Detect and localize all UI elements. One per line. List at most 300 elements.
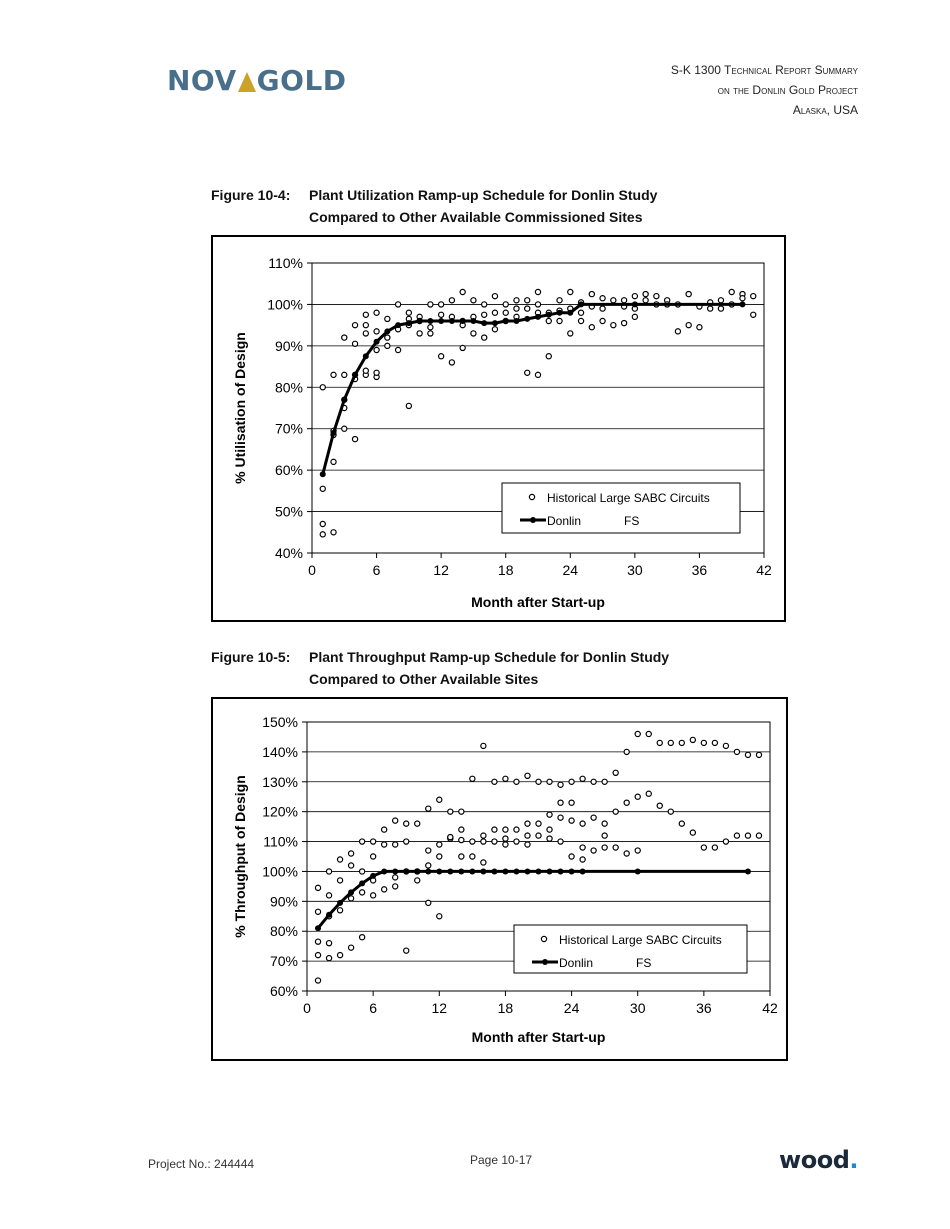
donlin-fs-line xyxy=(318,871,748,928)
scatter-point xyxy=(326,956,331,961)
scatter-point xyxy=(470,854,475,859)
scatter-point xyxy=(428,302,433,307)
scatter-point xyxy=(525,842,530,847)
chart-throughput xyxy=(211,697,788,1061)
scatter-point xyxy=(690,737,695,742)
scatter-point xyxy=(471,298,476,303)
scatter-point xyxy=(448,834,453,839)
y-axis-label: % Throughput of Design xyxy=(232,775,248,938)
scatter-point xyxy=(602,833,607,838)
scatter-point xyxy=(547,779,552,784)
chart-utilization xyxy=(211,235,786,622)
x-tick-label: 0 xyxy=(308,562,316,578)
scatter-point xyxy=(525,306,530,311)
donlin-fs-marker xyxy=(460,318,466,324)
chart-throughput-svg xyxy=(213,699,786,1059)
scatter-point xyxy=(481,839,486,844)
scatter-point xyxy=(393,875,398,880)
scatter-point xyxy=(646,731,651,736)
scatter-point xyxy=(546,354,551,359)
x-tick-label: 36 xyxy=(691,562,708,578)
scatter-point xyxy=(315,909,320,914)
donlin-fs-marker xyxy=(331,430,337,436)
scatter-point xyxy=(514,827,519,832)
scatter-point xyxy=(331,459,336,464)
figure-caption-2 xyxy=(211,646,669,690)
scatter-point xyxy=(621,298,626,303)
legend-scatter-symbol xyxy=(529,494,534,499)
scatter-point xyxy=(315,953,320,958)
x-tick-label: 24 xyxy=(562,562,579,578)
scatter-point xyxy=(568,331,573,336)
scatter-point xyxy=(492,327,497,332)
scatter-point xyxy=(734,749,739,754)
x-axis-label: Month after Start-up xyxy=(471,1029,606,1045)
scatter-point xyxy=(591,848,596,853)
scatter-point xyxy=(342,426,347,431)
figure-number-2: Figure 10-5: xyxy=(211,649,291,665)
donlin-fs-marker xyxy=(503,318,509,324)
scatter-point xyxy=(417,331,422,336)
donlin-fs-marker xyxy=(481,320,487,326)
report-header-line1: S-K 1300 Technical Report Summary xyxy=(670,63,858,77)
donlin-fs-marker xyxy=(447,868,453,874)
scatter-point xyxy=(546,318,551,323)
figure-title-1-line2: Compared to Other Available Commissioned Sites xyxy=(309,209,643,225)
scatter-point xyxy=(363,331,368,336)
scatter-point xyxy=(558,839,563,844)
figure-caption-1 xyxy=(211,184,657,228)
scatter-point xyxy=(589,291,594,296)
scatter-point xyxy=(374,310,379,315)
scatter-point xyxy=(337,857,342,862)
y-tick-label: 100% xyxy=(262,863,298,880)
scatter-point xyxy=(426,900,431,905)
scatter-point xyxy=(756,752,761,757)
scatter-point xyxy=(459,827,464,832)
scatter-point xyxy=(470,776,475,781)
scatter-point xyxy=(363,368,368,373)
y-tick-label: 50% xyxy=(274,503,303,520)
donlin-fs-marker xyxy=(359,880,365,886)
donlin-fs-marker xyxy=(547,868,553,874)
donlin-fs-marker xyxy=(425,868,431,874)
wood-logo xyxy=(779,1146,858,1174)
scatter-point xyxy=(712,740,717,745)
scatter-point xyxy=(404,821,409,826)
scatter-point xyxy=(459,854,464,859)
scatter-point xyxy=(712,845,717,850)
scatter-point xyxy=(374,329,379,334)
donlin-fs-marker xyxy=(492,320,498,326)
scatter-point xyxy=(404,948,409,953)
scatter-point xyxy=(492,779,497,784)
scatter-point xyxy=(536,821,541,826)
donlin-fs-marker xyxy=(395,322,401,328)
scatter-point xyxy=(342,335,347,340)
figure-title-2-line2: Compared to Other Available Sites xyxy=(309,671,539,687)
scatter-point xyxy=(646,791,651,796)
legend-line-label-fs: FS xyxy=(636,956,652,970)
scatter-point xyxy=(568,289,573,294)
scatter-point xyxy=(525,821,530,826)
novagold-logo xyxy=(167,64,347,97)
report-header-line2: on the Donlin Gold Project xyxy=(717,83,858,97)
legend-line-label: Donlin xyxy=(547,514,582,528)
y-tick-label: 80% xyxy=(274,379,303,396)
scatter-point xyxy=(602,779,607,784)
scatter-point xyxy=(503,302,508,307)
scatter-point xyxy=(492,310,497,315)
y-tick-label: 150% xyxy=(262,714,298,730)
y-tick-label: 140% xyxy=(262,743,298,760)
scatter-point xyxy=(745,833,750,838)
x-tick-label: 0 xyxy=(303,1000,311,1016)
x-tick-label: 30 xyxy=(627,562,643,578)
scatter-point xyxy=(536,833,541,838)
page-number: Page 10-17 xyxy=(470,1153,533,1167)
scatter-point xyxy=(385,316,390,321)
scatter-point xyxy=(558,782,563,787)
scatter-point xyxy=(611,323,616,328)
donlin-fs-marker xyxy=(580,868,586,874)
donlin-fs-marker xyxy=(557,310,563,316)
scatter-point xyxy=(514,839,519,844)
figure-title-2-line1: Plant Throughput Ramp-up Schedule for Donlin Study xyxy=(309,649,670,665)
scatter-point xyxy=(481,833,486,838)
scatter-point xyxy=(348,863,353,868)
scatter-point xyxy=(331,372,336,377)
scatter-point xyxy=(395,302,400,307)
donlin-fs-marker xyxy=(326,912,332,918)
donlin-fs-marker xyxy=(374,339,380,345)
y-tick-label: 90% xyxy=(274,337,303,354)
x-tick-label: 24 xyxy=(563,1000,580,1016)
scatter-point xyxy=(326,869,331,874)
scatter-point xyxy=(525,370,530,375)
scatter-point xyxy=(363,323,368,328)
donlin-fs-marker xyxy=(352,372,358,378)
donlin-fs-marker xyxy=(406,320,412,326)
figure-number-1: Figure 10-4: xyxy=(211,187,291,203)
scatter-point xyxy=(503,310,508,315)
scatter-point xyxy=(315,978,320,983)
scatter-point xyxy=(613,809,618,814)
scatter-point xyxy=(547,827,552,832)
scatter-point xyxy=(331,530,336,535)
donlin-fs-marker xyxy=(320,471,326,477)
scatter-point xyxy=(591,815,596,820)
report-header-line3: Alaska, USA xyxy=(792,103,858,117)
donlin-fs-marker xyxy=(739,301,745,307)
scatter-point xyxy=(611,298,616,303)
x-tick-label: 6 xyxy=(369,1000,378,1016)
donlin-fs-marker xyxy=(470,318,476,324)
scatter-point xyxy=(406,403,411,408)
scatter-point xyxy=(315,885,320,890)
donlin-fs-marker xyxy=(449,318,455,324)
donlin-fs-marker xyxy=(341,397,347,403)
scatter-point xyxy=(393,884,398,889)
donlin-fs-marker xyxy=(348,889,354,895)
scatter-point xyxy=(352,341,357,346)
legend-line-label-fs: FS xyxy=(624,514,640,528)
scatter-point xyxy=(751,294,756,299)
x-tick-label: 18 xyxy=(497,1000,514,1016)
scatter-point xyxy=(503,842,508,847)
scatter-point xyxy=(342,372,347,377)
donlin-fs-marker xyxy=(458,868,464,874)
scatter-point xyxy=(569,854,574,859)
scatter-point xyxy=(613,770,618,775)
scatter-point xyxy=(624,800,629,805)
scatter-point xyxy=(352,436,357,441)
scatter-point xyxy=(635,848,640,853)
donlin-fs-marker xyxy=(513,318,519,324)
scatter-point xyxy=(514,306,519,311)
scatter-point xyxy=(569,800,574,805)
scatter-point xyxy=(437,854,442,859)
scatter-point xyxy=(535,302,540,307)
wood-logo-dot: . xyxy=(849,1146,858,1174)
scatter-point xyxy=(600,296,605,301)
x-tick-label: 30 xyxy=(629,1000,646,1016)
y-tick-label: 70% xyxy=(269,953,298,970)
scatter-point xyxy=(428,331,433,336)
scatter-point xyxy=(437,914,442,919)
scatter-point xyxy=(723,743,728,748)
scatter-point xyxy=(547,836,552,841)
scatter-point xyxy=(385,335,390,340)
logo-text-gold: GOLD xyxy=(256,64,347,97)
donlin-fs-marker xyxy=(502,868,508,874)
scatter-point xyxy=(326,893,331,898)
scatter-point xyxy=(690,830,695,835)
x-tick-label: 18 xyxy=(497,562,514,578)
y-tick-label: 100% xyxy=(267,296,303,313)
scatter-point xyxy=(439,302,444,307)
donlin-fs-marker xyxy=(414,868,420,874)
donlin-fs-marker xyxy=(469,868,475,874)
scatter-point xyxy=(363,312,368,317)
scatter-point xyxy=(382,827,387,832)
donlin-fs-marker xyxy=(315,925,321,931)
scatter-point xyxy=(439,312,444,317)
scatter-point xyxy=(439,354,444,359)
donlin-fs-marker xyxy=(536,868,542,874)
scatter-point xyxy=(320,521,325,526)
scatter-point xyxy=(482,312,487,317)
scatter-point xyxy=(751,312,756,317)
scatter-point xyxy=(525,773,530,778)
y-tick-label: 90% xyxy=(269,893,298,910)
scatter-point xyxy=(701,740,706,745)
scatter-point xyxy=(428,325,433,330)
donlin-fs-marker xyxy=(567,310,573,316)
scatter-point xyxy=(745,752,750,757)
scatter-point xyxy=(503,827,508,832)
donlin-fs-marker xyxy=(436,868,442,874)
scatter-point xyxy=(701,845,706,850)
donlin-fs-marker xyxy=(417,318,423,324)
scatter-point xyxy=(686,291,691,296)
x-tick-label: 42 xyxy=(756,562,772,578)
scatter-point xyxy=(643,291,648,296)
scatter-point xyxy=(470,839,475,844)
y-tick-label: 60% xyxy=(274,462,303,479)
scatter-point xyxy=(374,347,379,352)
x-axis-label: Month after Start-up xyxy=(471,594,605,610)
scatter-point xyxy=(503,776,508,781)
scatter-point xyxy=(632,294,637,299)
y-tick-label: 130% xyxy=(262,773,298,790)
scatter-point xyxy=(708,306,713,311)
report-header xyxy=(671,60,858,120)
scatter-point xyxy=(756,833,761,838)
scatter-point xyxy=(514,298,519,303)
scatter-point xyxy=(535,289,540,294)
scatter-point xyxy=(371,893,376,898)
scatter-point xyxy=(621,320,626,325)
scatter-point xyxy=(600,306,605,311)
donlin-fs-marker xyxy=(427,318,433,324)
donlin-fs-marker xyxy=(546,312,552,318)
scatter-point xyxy=(348,896,353,901)
scatter-point xyxy=(558,815,563,820)
scatter-point xyxy=(558,800,563,805)
donlin-fs-marker xyxy=(635,868,641,874)
scatter-point xyxy=(635,794,640,799)
donlin-fs-marker xyxy=(438,318,444,324)
scatter-point xyxy=(448,809,453,814)
scatter-point xyxy=(360,869,365,874)
scatter-point xyxy=(482,302,487,307)
donlin-fs-marker xyxy=(558,868,564,874)
donlin-fs-marker xyxy=(403,868,409,874)
scatter-point xyxy=(654,294,659,299)
scatter-point xyxy=(535,372,540,377)
donlin-fs-marker xyxy=(370,873,376,879)
scatter-point xyxy=(415,878,420,883)
scatter-point xyxy=(697,325,702,330)
scatter-point xyxy=(360,839,365,844)
donlin-fs-marker xyxy=(392,868,398,874)
scatter-point xyxy=(415,821,420,826)
scatter-point xyxy=(320,385,325,390)
scatter-point xyxy=(460,345,465,350)
scatter-point xyxy=(371,839,376,844)
scatter-point xyxy=(348,851,353,856)
donlin-fs-marker xyxy=(381,868,387,874)
scatter-point xyxy=(718,298,723,303)
scatter-point xyxy=(525,833,530,838)
scatter-point xyxy=(557,318,562,323)
scatter-point xyxy=(326,941,331,946)
donlin-fs-marker xyxy=(491,868,497,874)
scatter-point xyxy=(679,821,684,826)
scatter-point xyxy=(723,839,728,844)
y-tick-label: 70% xyxy=(274,420,303,437)
y-tick-label: 110% xyxy=(263,833,298,850)
scatter-point xyxy=(624,749,629,754)
scatter-point xyxy=(337,908,342,913)
donlin-fs-marker xyxy=(578,301,584,307)
scatter-point xyxy=(471,331,476,336)
scatter-point xyxy=(632,314,637,319)
scatter-point xyxy=(371,854,376,859)
scatter-point xyxy=(492,827,497,832)
scatter-point xyxy=(337,878,342,883)
scatter-point xyxy=(352,323,357,328)
scatter-point xyxy=(675,329,680,334)
scatter-point xyxy=(624,851,629,856)
scatter-point xyxy=(613,845,618,850)
figure-title-1-line1: Plant Utilization Ramp-up Schedule for Donlin Study xyxy=(309,187,658,203)
scatter-point xyxy=(459,809,464,814)
scatter-point xyxy=(547,812,552,817)
donlin-fs-marker xyxy=(480,868,486,874)
y-axis-label: % Utilisation of Design xyxy=(232,332,248,484)
scatter-point xyxy=(360,890,365,895)
scatter-point xyxy=(449,298,454,303)
donlin-fs-marker xyxy=(569,868,575,874)
scatter-point xyxy=(395,347,400,352)
scatter-point xyxy=(580,857,585,862)
scatter-point xyxy=(437,797,442,802)
scatter-point xyxy=(600,318,605,323)
scatter-point xyxy=(460,289,465,294)
scatter-point xyxy=(360,935,365,940)
y-tick-label: 40% xyxy=(274,545,303,561)
scatter-point xyxy=(740,296,745,301)
scatter-point xyxy=(578,310,583,315)
legend-line-marker xyxy=(530,517,536,523)
scatter-point xyxy=(569,818,574,823)
scatter-point xyxy=(482,335,487,340)
donlin-fs-marker xyxy=(535,314,541,320)
scatter-point xyxy=(580,821,585,826)
scatter-point xyxy=(686,323,691,328)
donlin-fs-marker xyxy=(363,353,369,359)
donlin-fs-marker xyxy=(524,316,530,322)
scatter-point xyxy=(382,887,387,892)
y-tick-label: 60% xyxy=(269,983,298,999)
scatter-point xyxy=(393,842,398,847)
scatter-point xyxy=(481,743,486,748)
scatter-point xyxy=(578,318,583,323)
y-tick-label: 110% xyxy=(268,255,303,271)
x-tick-label: 6 xyxy=(372,562,381,578)
scatter-point xyxy=(679,740,684,745)
scatter-point xyxy=(320,532,325,537)
scatter-point xyxy=(643,298,648,303)
scatter-point xyxy=(404,839,409,844)
scatter-point xyxy=(492,839,497,844)
scatter-point xyxy=(449,360,454,365)
donlin-fs-marker xyxy=(745,868,751,874)
scatter-point xyxy=(718,306,723,311)
scatter-point xyxy=(602,845,607,850)
scatter-point xyxy=(437,842,442,847)
legend-scatter-symbol xyxy=(541,936,546,941)
scatter-point xyxy=(374,370,379,375)
scatter-point xyxy=(426,863,431,868)
scatter-point xyxy=(589,325,594,330)
legend-scatter-label: Historical Large SABC Circuits xyxy=(559,933,722,947)
scatter-point xyxy=(635,731,640,736)
project-number: Project No.: 244444 xyxy=(148,1157,255,1171)
scatter-point xyxy=(337,953,342,958)
